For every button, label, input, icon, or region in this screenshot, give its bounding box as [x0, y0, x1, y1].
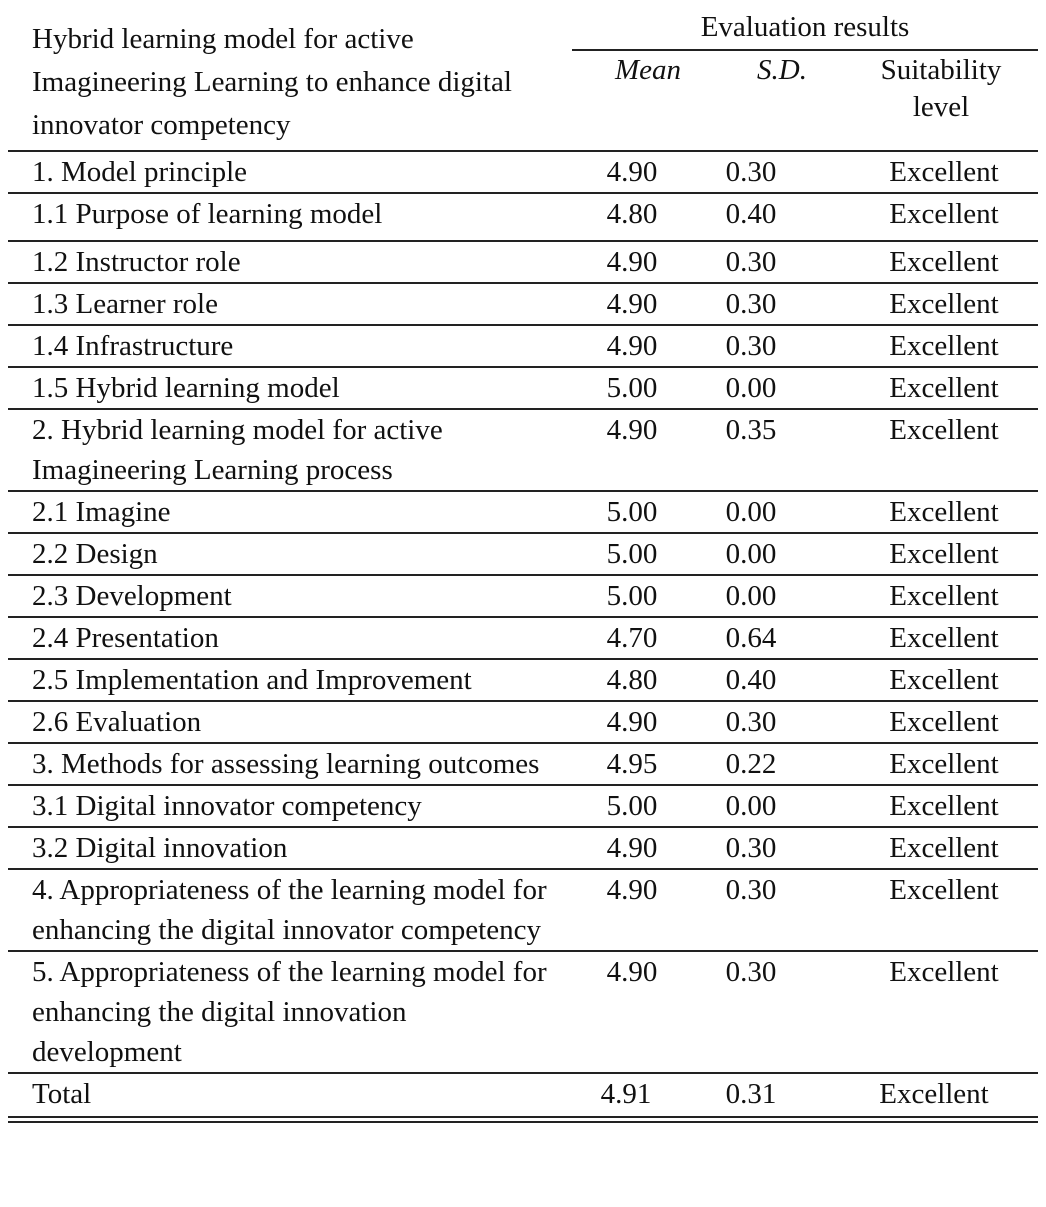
row-sd: 0.00 — [725, 496, 777, 528]
total-label: Total — [32, 1078, 92, 1110]
row-item: 1.3 Learner role — [32, 288, 218, 320]
row-level: Excellent — [889, 832, 999, 864]
evaluation-results-heading: Evaluation results — [572, 8, 1038, 51]
table-row — [8, 284, 1038, 326]
row-item: 3. Methods for assessing learning outcomes — [32, 748, 540, 780]
row-item: 1.2 Instructor role — [32, 246, 241, 278]
row-level: Excellent — [889, 372, 999, 404]
row-mean: 4.90 — [606, 832, 658, 864]
table-bottom-double-rule — [8, 1116, 1038, 1123]
total-level: Excellent — [879, 1078, 989, 1110]
table-row — [8, 576, 1038, 618]
row-item: 3.1 Digital innovator competency — [32, 790, 422, 822]
row-mean: 4.80 — [606, 664, 658, 696]
row-sd: 0.00 — [725, 538, 777, 570]
table-row — [8, 618, 1038, 660]
row-level: Excellent — [889, 156, 999, 188]
row-level: Excellent — [889, 790, 999, 822]
table-row — [8, 326, 1038, 368]
row-mean: 4.90 — [606, 956, 658, 988]
row-item: 1.5 Hybrid learning model — [32, 372, 340, 404]
row-item: 2.4 Presentation — [32, 622, 219, 654]
row-mean: 4.90 — [606, 246, 658, 278]
table-row — [8, 152, 1038, 194]
table-row — [8, 786, 1038, 828]
row-sd: 0.30 — [725, 246, 777, 278]
table-row — [8, 242, 1038, 284]
total-row — [8, 1074, 1038, 1114]
table-row — [8, 870, 1038, 952]
row-item: 2. Hybrid learning model for active Imagineering Learning process — [32, 414, 443, 486]
row-sd: 0.35 — [725, 414, 777, 446]
row-level: Excellent — [889, 246, 999, 278]
row-level: Excellent — [889, 496, 999, 528]
table-row — [8, 410, 1038, 492]
row-item: 2.2 Design — [32, 538, 158, 570]
row-level: Excellent — [889, 538, 999, 570]
row-sd: 0.00 — [725, 580, 777, 612]
row-sd: 0.30 — [725, 832, 777, 864]
row-mean: 4.70 — [606, 622, 658, 654]
table-header — [8, 0, 1038, 152]
row-sd: 0.40 — [725, 198, 777, 230]
row-mean: 5.00 — [606, 372, 658, 404]
table-row — [8, 952, 1038, 1074]
total-sd: 0.31 — [725, 1078, 777, 1110]
row-level: Excellent — [889, 198, 999, 230]
row-item: 1.1 Purpose of learning model — [32, 198, 383, 230]
row-sd: 0.30 — [725, 288, 777, 320]
column-header-suitability: Suitability level — [880, 54, 1002, 123]
row-level: Excellent — [889, 748, 999, 780]
row-mean: 5.00 — [606, 496, 658, 528]
row-sd: 0.00 — [725, 790, 777, 822]
row-mean: 5.00 — [606, 580, 658, 612]
row-item: 2.5 Implementation and Improvement — [32, 664, 472, 696]
row-item: 1.4 Infrastructure — [32, 330, 234, 362]
row-sd: 0.64 — [725, 622, 777, 654]
row-sd: 0.30 — [725, 330, 777, 362]
column-header-mean: Mean — [614, 54, 682, 86]
row-item: 4. Appropriateness of the learning model for enhancing the digital innovator competency — [32, 874, 547, 946]
table-row — [8, 744, 1038, 786]
row-level: Excellent — [889, 580, 999, 612]
row-sd: 0.30 — [725, 156, 777, 188]
header-description: Hybrid learning model for active Imagineering Learning to enhance digital innovator competency — [32, 23, 512, 141]
total-mean: 4.91 — [600, 1078, 652, 1110]
row-level: Excellent — [889, 874, 999, 906]
row-mean: 4.90 — [606, 874, 658, 906]
row-mean: 4.90 — [606, 288, 658, 320]
row-mean: 4.90 — [606, 156, 658, 188]
row-item: 2.3 Development — [32, 580, 232, 612]
row-mean: 4.95 — [606, 748, 658, 780]
row-level: Excellent — [889, 288, 999, 320]
row-mean: 4.90 — [606, 330, 658, 362]
column-header-sd: S.D. — [757, 54, 807, 86]
row-mean: 4.80 — [606, 198, 658, 230]
row-level: Excellent — [889, 664, 999, 696]
row-sd: 0.00 — [725, 372, 777, 404]
row-sd: 0.40 — [725, 664, 777, 696]
row-level: Excellent — [889, 330, 999, 362]
row-level: Excellent — [889, 414, 999, 446]
row-mean: 4.90 — [606, 414, 658, 446]
table-row — [8, 194, 1038, 242]
row-level: Excellent — [889, 956, 999, 988]
row-sd: 0.30 — [725, 956, 777, 988]
row-item: 5. Appropriateness of the learning model for enhancing the digital innovation development — [32, 956, 547, 1068]
table-row — [8, 828, 1038, 870]
table-row — [8, 492, 1038, 534]
row-item: 3.2 Digital innovation — [32, 832, 288, 864]
evaluation-table — [8, 0, 1038, 1123]
table-row — [8, 660, 1038, 702]
row-mean: 5.00 — [606, 790, 658, 822]
row-item: 2.6 Evaluation — [32, 706, 202, 738]
row-level: Excellent — [889, 706, 999, 738]
row-sd: 0.22 — [725, 748, 777, 780]
table-row — [8, 702, 1038, 744]
row-mean: 4.90 — [606, 706, 658, 738]
table-row — [8, 368, 1038, 410]
row-item: 2.1 Imagine — [32, 496, 171, 528]
row-item: 1. Model principle — [32, 156, 248, 188]
row-sd: 0.30 — [725, 874, 777, 906]
row-mean: 5.00 — [606, 538, 658, 570]
row-sd: 0.30 — [725, 706, 777, 738]
row-level: Excellent — [889, 622, 999, 654]
table-row — [8, 534, 1038, 576]
